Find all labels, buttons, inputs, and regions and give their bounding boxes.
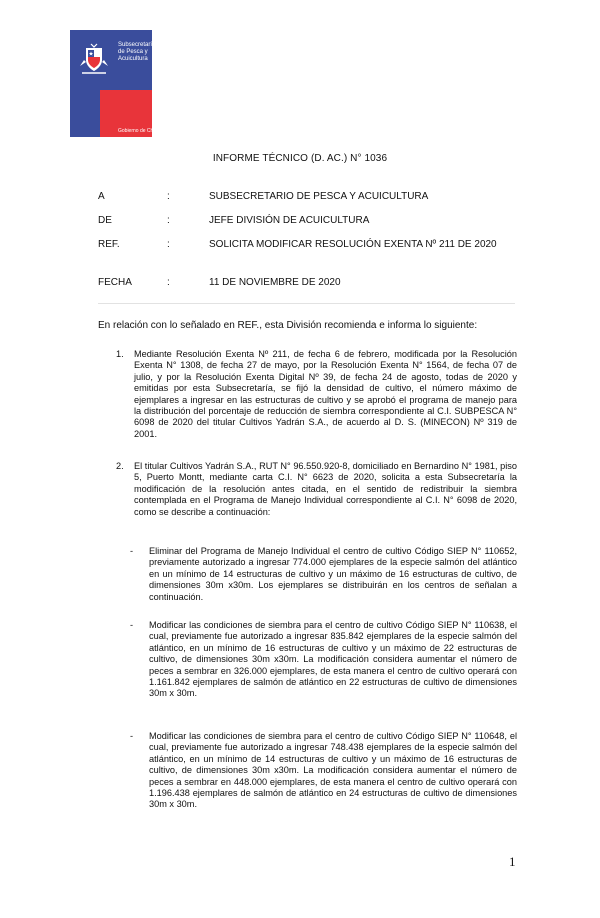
bullet-dash: -: [130, 546, 134, 556]
intro-paragraph: En relación con lo señalado en REF., esta División recomienda e informa lo siguiente:: [98, 320, 478, 331]
document-title: INFORME TÉCNICO (D. AC.) N° 1036: [212, 153, 388, 164]
logo-blue-strip: [70, 90, 100, 137]
logo-text-line-1: Subsecretaría: [118, 42, 156, 48]
meta-value: 11 DE NOVIEMBRE DE 2020: [209, 277, 341, 288]
coat-of-arms-icon: [76, 42, 112, 78]
meta-key: REF.: [98, 239, 120, 250]
logo-text-line-2: de Pesca y: [118, 49, 148, 55]
meta-key: FECHA: [98, 277, 132, 288]
meta-colon: :: [167, 191, 170, 202]
page-number: 1: [509, 854, 516, 869]
bullet-paragraph-3: Modificar las condiciones de siembra para el centro de cultivo Código SIEP N° 110648, el cual, previamente fue autorizado a ingresar 748.438 ejemplares de la especie salmón del atlántico, en un mínimo de 14 estructuras de cultivo y un máximo de 16 estructuras de cultivo, de dimensiones 30m x30m. La modificación considera aumentar el número de peces a sembrar en 448.000 ejemplares, de esta manera el centro de cultivo operará con 1.196.438 ejemplares de salmón de atlántico en 24 estructuras de cultivo de dimensiones 30m x 30m.: [149, 731, 517, 810]
meta-colon: :: [167, 277, 170, 288]
bullet-dash: -: [130, 731, 134, 741]
item-number: 2.: [116, 461, 124, 471]
bullet-paragraph-2: Modificar las condiciones de siembra para el centro de cultivo Código SIEP N° 110638, el cual, previamente fue autorizado a ingresar 835.842 ejemplares de la especie salmón del atlántico, en un mínimo de 16 estructuras de cultivo y un máximo de 22 estructuras de cultivo, de dimensiones 30m x30m. La modificación considera aumentar el número de peces a sembrar en 326.000 ejemplares, de esta manera el centro de cultivo operará con 1.161.842 ejemplares de salmón de atlántico en 22 estructuras de cultivo de dimensiones 30m x 30m.: [149, 620, 517, 699]
meta-colon: :: [167, 239, 170, 250]
meta-key: A: [98, 191, 105, 202]
meta-value: SUBSECRETARIO DE PESCA Y ACUICULTURA: [209, 191, 429, 202]
meta-value: SOLICITA MODIFICAR RESOLUCIÓN EXENTA Nº 211 DE 2020: [209, 239, 497, 250]
logo: [70, 30, 159, 137]
item-number: 1.: [116, 349, 124, 359]
bullet-paragraph-1: Eliminar del Programa de Manejo Individual el centro de cultivo Código SIEP N° 110652, previamente autorizado a ingresar 774.000 ejemplares de la especie salmón del atlántico en un mínimo de 14 estructuras de cultivo y un máximo de 16 estructuras de cultivo, de dimensiones 30m x30m. Los ejemplares se distribuirán en los centros de señalan a continuación.: [149, 546, 517, 602]
item-paragraph-1: Mediante Resolución Exenta Nº 211, de fecha 6 de febrero, modificada por la Resolución Exenta N° 1308, de fecha 27 de mayo, por la Resolución Exenta N° 1564, de fecha 07 de julio, y por la Resolución Exenta Digital Nº 39, de fecha 24 de agosto, todas de 2020 y emitidas por esta Subsecretaría, se fijó la densidad de cultivo, el número máximo de ejemplares a ingresar en las estructuras de cultivo y se aprobó el programa de manejo para la distribución del porcentaje de reducción de siembra correspondiente al C.I. SUBPESCA N° 6098 de 2020 del titular Cultivos Yadrán S.A., de acuerdo al D. S. (MINECON) Nº 319 de 2001.: [134, 349, 517, 439]
meta-value: JEFE DIVISIÓN DE ACUICULTURA: [209, 215, 370, 226]
logo-footer-text: Gobierno de Chile: [118, 128, 159, 134]
meta-colon: :: [167, 215, 170, 226]
bullet-dash: -: [130, 620, 134, 630]
separator-line: [98, 303, 515, 304]
logo-text-line-3: Acuicultura: [118, 56, 148, 62]
item-paragraph-2: El titular Cultivos Yadrán S.A., RUT N° 96.550.920-8, domiciliado en Bernardino N° 1981, piso 5, Puerto Montt, mediante carta C.I. N° 6623 de 2020, solicita a esta Subsecretaría la modificación de la resolución antes citada, en el sentido de redistribuir la siembra contemplada en el Programa de Manejo Individual correspondiente al C.I. N° 6098 de 2020, como se describe a continuación:: [134, 461, 517, 517]
meta-key: DE: [98, 215, 112, 226]
